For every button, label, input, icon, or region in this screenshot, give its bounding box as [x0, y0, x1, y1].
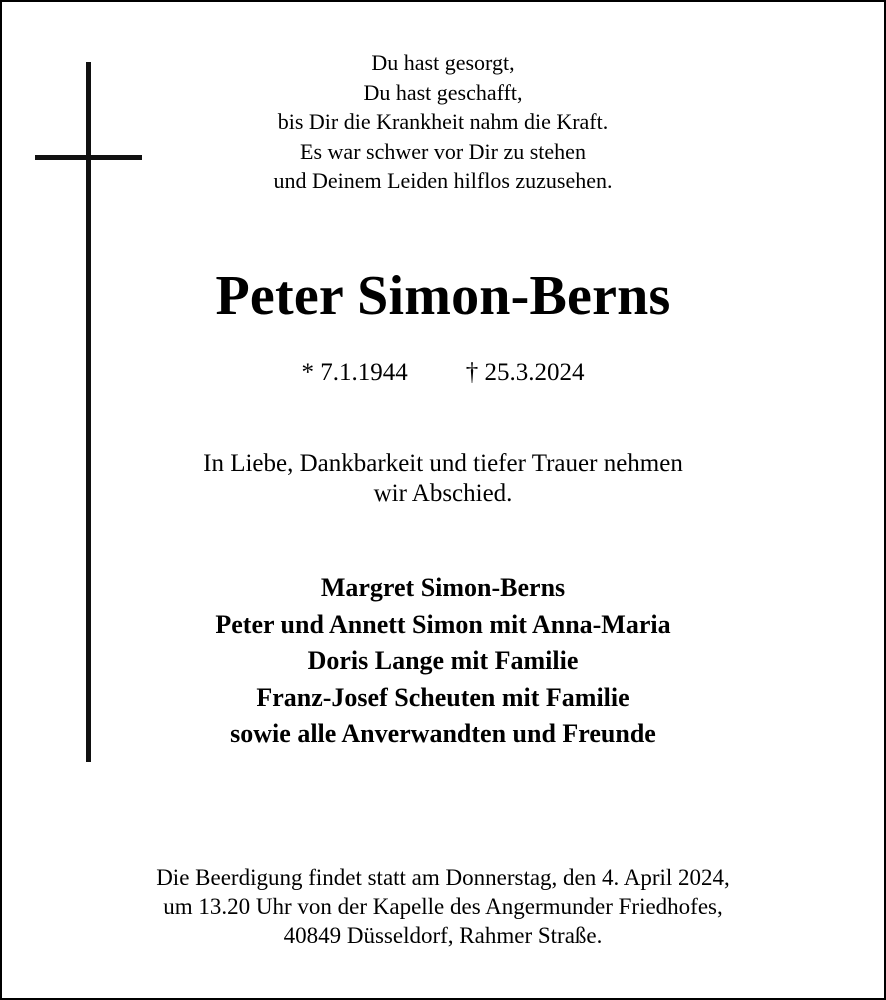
funeral-line: Die Beerdigung findet statt am Donnerstag, den 4. April 2024, — [156, 865, 730, 890]
deceased-name: Peter Simon-Berns — [215, 265, 671, 327]
funeral-line: 40849 Düsseldorf, Rahmer Straße. — [283, 923, 603, 948]
mourner: Franz-Josef Scheuten mit Familie — [256, 682, 630, 712]
farewell-line: wir Abschied. — [373, 480, 513, 507]
life-dates — [2, 356, 884, 390]
funeral-line: um 13.20 Uhr von der Kapelle des Angermunder Friedhofes, — [163, 894, 723, 919]
poem-line: Es war schwer vor Dir zu stehen — [300, 138, 586, 164]
mourner: Doris Lange mit Familie — [307, 646, 579, 675]
mourner: sowie alle Anverwandten und Freunde — [230, 719, 656, 748]
mourner: Peter und Annett Simon mit Anna-Maria — [215, 609, 671, 639]
poem-line: Du hast geschafft, — [363, 79, 523, 105]
poem-line: bis Dir die Krankheit nahm die Kraft. — [277, 109, 609, 134]
mourner: Margret Simon-Berns — [320, 573, 566, 602]
mourners-list — [2, 570, 884, 753]
farewell-line: In Liebe, Dankbarkeit und tiefer Trauer nehmen — [203, 450, 683, 477]
poem-line: Du hast gesorgt, — [371, 50, 515, 75]
funeral-notice — [2, 863, 884, 950]
farewell-text — [2, 449, 884, 509]
birth-date: * 7.1.1944 — [301, 359, 408, 386]
poem — [2, 48, 884, 196]
death-date: † 25.3.2024 — [465, 359, 585, 386]
poem-line: und Deinem Leiden hilflos zuzusehen. — [273, 168, 613, 193]
